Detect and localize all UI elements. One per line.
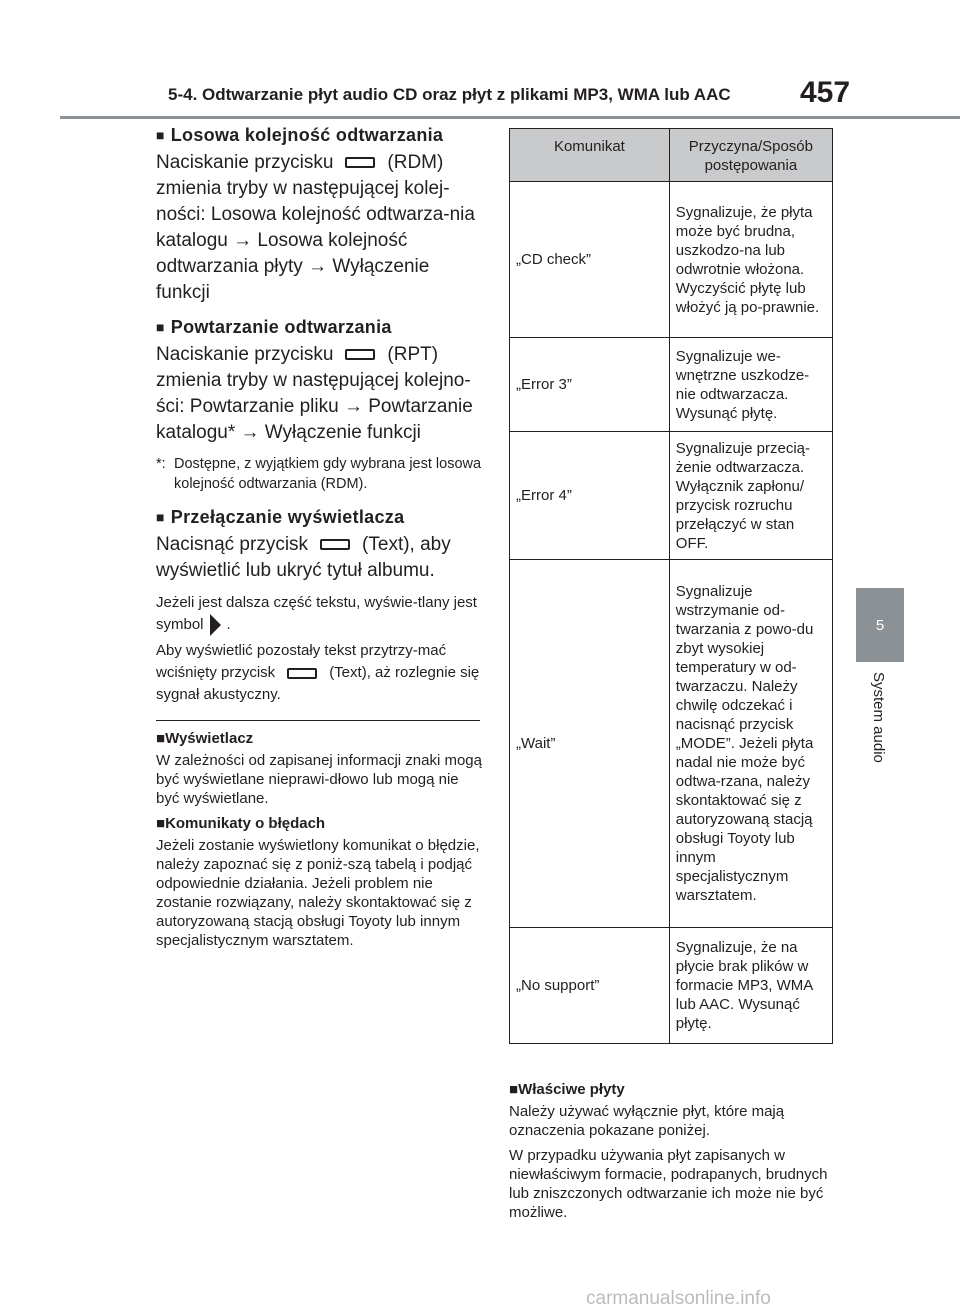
paragraph-display-info: W zależności od zapisanej informacji znaki mogą być wyświetlane nieprawi-dłowo lub mogą nie być wyświetlane. bbox=[156, 752, 482, 808]
section-heading-random bbox=[156, 122, 482, 148]
more-text-arrow-icon bbox=[210, 614, 221, 636]
table-header-cell: Przyczyna/Sposób postępowania bbox=[669, 129, 832, 182]
table-cell-message: „Error 3” bbox=[510, 338, 670, 432]
watermark: carmanualsonline.info bbox=[586, 1288, 771, 1309]
header-divider bbox=[60, 116, 960, 119]
button-icon bbox=[320, 539, 350, 550]
bullet-square-icon: ■ bbox=[156, 319, 165, 335]
footnote bbox=[156, 454, 482, 494]
paragraph-more-text bbox=[156, 592, 482, 636]
text: wyświetlić lub ukryć tytuł albumu. bbox=[156, 560, 435, 581]
subheading-display-info bbox=[156, 729, 482, 749]
paragraph-improper-discs: W przypadku używania płyt zapisanych w niewłaściwym formacie, podrapanych, brudnych lub zniszczonych odtwarzanie ich może nie być możliwe. bbox=[509, 1147, 828, 1221]
table-cell-message: „Error 4” bbox=[510, 432, 670, 560]
section-heading-display bbox=[156, 504, 482, 530]
table-cell-action: Sygnalizuje, że płyta może być brudna, uszkodzo-na lub odwrotnie włożona. Wyczyścić płytę lub włożyć ją po-prawnie. bbox=[669, 182, 832, 338]
paragraph-hold-button bbox=[156, 640, 482, 706]
footnote-mark: *: bbox=[156, 456, 166, 472]
paragraph-random bbox=[156, 150, 482, 306]
paragraph-proper-discs: Należy używać wyłącznie płyt, które mają oznaczenia pokazane poniżej. bbox=[509, 1103, 785, 1139]
table-cell-action: Sygnalizuje wstrzymanie od-twarzania z powo-du zbyt wysokiej temperatury w od-twarzaczu. Należy chwilę odczekać i nacisnąć przycisk „MODE”. Jeżeli płyta nadal nie może być odtwa-rzana, należy skontaktować się z autoryzowaną stacją obsługi Toyoty lub innym specjalistycznym warsztatem. bbox=[669, 560, 832, 928]
bullet-square-icon: ■ bbox=[156, 509, 165, 525]
bullet-square-icon: ■ bbox=[156, 127, 165, 143]
table-cell-message: „CD check” bbox=[510, 182, 670, 338]
button-icon bbox=[287, 668, 317, 679]
text: (RPT) bbox=[387, 344, 439, 365]
bullet-square-icon: ■ bbox=[509, 1081, 519, 1098]
text: Jeżeli jest dalsza część tekstu, wyświe-tlany jest symbol bbox=[156, 594, 477, 633]
section-heading-repeat bbox=[156, 314, 482, 340]
chapter-tab-number: 5 bbox=[875, 616, 885, 634]
text: Naciskanie przycisku bbox=[156, 344, 334, 365]
table-cell-message: „No support” bbox=[510, 928, 670, 1044]
footnote-text: Dostępne, z wyjątkiem gdy wybrana jest losowa kolejność odtwarzania (RDM). bbox=[174, 456, 482, 492]
table-row bbox=[510, 432, 833, 560]
paragraph-repeat bbox=[156, 342, 482, 446]
text: (RDM) bbox=[387, 152, 444, 173]
button-icon bbox=[345, 349, 375, 360]
right-column bbox=[509, 1076, 839, 1228]
table-row bbox=[510, 182, 833, 338]
section-divider bbox=[156, 720, 480, 721]
chapter-side-label-text: System audio bbox=[870, 672, 887, 763]
subheading-text: Właściwe płyty bbox=[518, 1081, 625, 1098]
section-heading-text: Powtarzanie odtwarzania bbox=[170, 317, 392, 337]
text: Nacisnąć przycisk bbox=[156, 534, 309, 555]
button-icon bbox=[345, 157, 375, 168]
paragraph-error-messages: Jeżeli zostanie wyświetlony komunikat o błędzie, należy zapoznać się z poniż-szą tabelą i podjąć odpowiednie działania. Jeżeli problem nie zostanie rozwiązany, należy skontaktować się z autoryzowaną stacją obsługi Toyoty lub innym specjalistycznym warsztatem. bbox=[156, 837, 480, 950]
text: Naciskanie przycisku bbox=[156, 152, 334, 173]
section-heading-text: Przełączanie wyświetlacza bbox=[170, 507, 405, 527]
text: Aby wyświetlić pozostały tekst przytrzy-mać wciśnięty przycisk bbox=[156, 642, 447, 682]
text: rozlegnie się sygnał akustyczny. bbox=[156, 664, 480, 704]
subheading-text: Komunikaty o błędach bbox=[165, 815, 326, 833]
chapter-tab bbox=[856, 588, 904, 662]
chapter-title: 5-4. Odtwarzanie płyt audio CD oraz płyt z plikami MP3, WMA lub AAC bbox=[168, 85, 731, 104]
table-cell-message: „Wait” bbox=[510, 560, 670, 928]
chapter-side-label bbox=[856, 672, 904, 792]
page-number: 457 bbox=[800, 76, 851, 109]
table-row bbox=[510, 560, 833, 928]
subheading-error-messages bbox=[156, 814, 482, 834]
table-row bbox=[510, 338, 833, 432]
table-cell-action: Sygnalizuje, że na płycie brak plików w formacie MP3, WMA lub AAC. Wysunąć płytę. bbox=[669, 928, 832, 1044]
table-header-row bbox=[510, 129, 833, 182]
error-messages-table bbox=[509, 128, 833, 1044]
table-cell-action: Sygnalizuje we-wnętrzne uszkodze-nie odtwarzacza. Wysunąć płytę. bbox=[669, 338, 832, 432]
bullet-square-icon: ■ bbox=[156, 730, 166, 748]
text: zmienia tryby w następującej kolej-ności: Losowa kolejność odtwarza-nia katalogu → Losowa kolejność odtwarzania płyty → Wyłączenie funkcji bbox=[156, 178, 475, 303]
table-cell-action: Sygnalizuje przecią-żenie odtwarzacza. Wyłącznik zapłonu/ przycisk rozruchu przełączyć w stan OFF. bbox=[669, 432, 832, 560]
text: (Text), aby bbox=[362, 534, 451, 555]
text: zmienia tryby w następującej kolejno-ści: Powtarzanie pliku → Powtarzanie katalogu* → Wyłączenie funkcji bbox=[156, 370, 473, 443]
subheading-proper-discs bbox=[509, 1080, 839, 1100]
table-row bbox=[510, 928, 833, 1044]
bullet-square-icon: ■ bbox=[156, 815, 166, 833]
text: . bbox=[226, 616, 231, 633]
subheading-text: Wyświetlacz bbox=[165, 730, 254, 748]
section-heading-text: Losowa kolejność odtwarzania bbox=[170, 125, 444, 145]
paragraph-display bbox=[156, 532, 482, 584]
text: (Text), aż bbox=[329, 664, 391, 682]
left-column bbox=[156, 122, 482, 956]
table-header-cell: Komunikat bbox=[510, 129, 670, 182]
